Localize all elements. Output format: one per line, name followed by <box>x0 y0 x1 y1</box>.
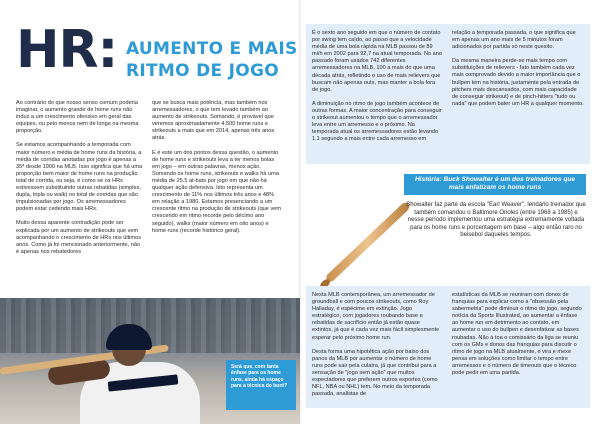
right-top-column-1 <box>312 30 442 150</box>
paragraph: A diminuição no ritmo de jogo também acontece de outras formas. A maior concentração para conseguir o strikeout aumentou o tempo que o arremessador leva entre um arremesso e o próximo. Na temporada atual os arremessadores estão levando 1.1 segundo a mais entre cada arremesso em <box>312 100 442 143</box>
paragraph: Se estamos acompanhando a temporada com maior número e média de home runs da história, a média de corridas anotadas por jogo é apenas a 35ª desde 1900 na MLB. Isso significa que há uma proporção bem maior de home runs na produção total de corrida, ou seja, é como se os HRs estivessem substituindo outras rebatidas (simples, dupla, tripla ou walk) no total de corridas que são impulsionadas por jogo. Os arremessadores podem estar cedendo mais HRs. <box>16 142 143 213</box>
hr-title: HR: <box>16 20 118 80</box>
right-bottom-column-1 <box>312 292 442 405</box>
headline-line-1: AUMENTO E MAIS <box>126 39 298 59</box>
story-title: História: Buck Showalter é um dos treinadores que mais enfatizam os home runs <box>404 174 586 195</box>
paragraph: Da mesma maneira perde-se mais tempo com substituições de relievers - fato também cada vez mais comprovado devido a maior importância que o bullpen tem na história, justamente pela entrada de pitchers mais descansados, com mais capacidade de conseguir strikeout) e de pinch-hitters "tudo ou nada" que podem bater um HR a qualquer momento. <box>452 58 584 107</box>
paragraph: E é este um dos pontos dessa questão, o aumento de home runs e strikeouts leva a ter menos bolas em jogo – em outras palavras, menos ação. Somando os home runs, strikeouts e walks há uma média de 25.5 at-bats por jogo em que não há qualquer ação defensiva. Isto representa um crescimento de 11% nos últimos três anos e 48% em relação a 1980. Estamos presenciando a um crescente ritmo na produção de strikeouts (que vem crescendo em ritmo recorde pelo décimo ano seguido), walks (maior número em oito anos) e home runs (recorde histórico geral). <box>152 149 282 234</box>
left-column-a <box>16 100 144 263</box>
paragraph: Ao contrário do que nosso senso comum poderia imaginar, o aumento grande de home runs não induz a um crescimento ofensivo em geral das equipes, ou pelo menos nem de longe na mesma proporção. <box>16 100 139 135</box>
paragraph: estatísticas da MLB se reuniram com donos de franquias para explicar como a "obsessão pela sabermetria" pode diminuir o ritmo do jogo, segundo notícia da Sports Illustrated, ao aumentar a ênfase ao home run em detrimento ao contato, em aumentar o uso do bullpen e desenfatizar as bases roubadas. Não à toa o comissário da liga se reuniu com os GMs e donos das franquias para discutir o ritmo de jogo na MLB atualmente, e vira e mexe pensa em soluções como limitar o tempo entre arremessos e o número de timeouts que o técnico pode pedir em uma partida. <box>452 292 582 377</box>
paragraph: Desta forma uma hipotética ação por baixo dos panos da MLB por aumentar o número de home runs pode sair pela culatra, já que contribui para a sensação de "jogo sem ação" que muitos espectadores que preferem outros esportes (como NFL, NBA ou NHL) tem. No meio da temporada passada, analistas de <box>312 348 438 398</box>
paragraph: Muito dessa aparente contradição pode ser explicada por um aumento de strikeouts que vem acompanhando o crescimento de HRs nos últimos anos. Como já foi mencionado anteriormente, não é apenas nos rebatedores <box>16 220 141 255</box>
right-bottom-column-2 <box>452 292 584 384</box>
paragraph: É o sexto ano seguido em que o número de contato por swing tem caído, ao passo que a velocidade média de uma bola rápida na MLB passou de 89 mi/h em 2002 para 92,7 na atual temporada. No ano passado foram usados 742 diferentes arremessadores na MLB, 100 a mais do que uma década atrás, refletindo o uso de mais relievers que buscam não apenas outs, mas manter a bola fora de jogo. <box>312 30 442 93</box>
baseball-bat-icon <box>312 196 412 296</box>
headline <box>126 38 298 82</box>
headline-line-2: RITMO DE JOGO <box>126 61 280 81</box>
paragraph: Nesta MLB contemporânea, um arremessador de groundball e com poucos strikeouts, como Roy Halladay, é espécime em extinção. Jogo estratégico, com jogadores roubando base e rebatidas de sacrifício então já estão quase extintos, já que é cada vez mais fácil simplesmente esperar pelo próximo home run. <box>312 292 440 341</box>
left-column-b <box>152 100 282 242</box>
story-body: Showalter faz parte da escola "Earl Weaver", lendário treinador que também comandou o Baltimore Orioles (entre 1968 a 1985) e nesse período implementou uma estratégia extremamente voltada para os home runs e porcentagem em base – algo então raro no beisebol daqueles tempos. <box>406 202 586 239</box>
photo-caption: Será que, com tanta ênfase para os home runs, ainda há espaço para a técnica do bunt? <box>226 360 296 410</box>
paragraph: relação a temporada passada, o que significa que em apenas um ano mais de 5 minutos foram adicionados por partida só neste quesito. <box>452 30 576 51</box>
right-top-column-2 <box>452 30 584 115</box>
paragraph: que se busca mais potência, mas também nos arremessadores, o que tem levado também ao aumento de strikeouts. Somando, é provável que veremos aproximadamente 4.500 home runs e strikeouts a mais que em 2014, apenas três anos atrás. <box>152 100 275 142</box>
